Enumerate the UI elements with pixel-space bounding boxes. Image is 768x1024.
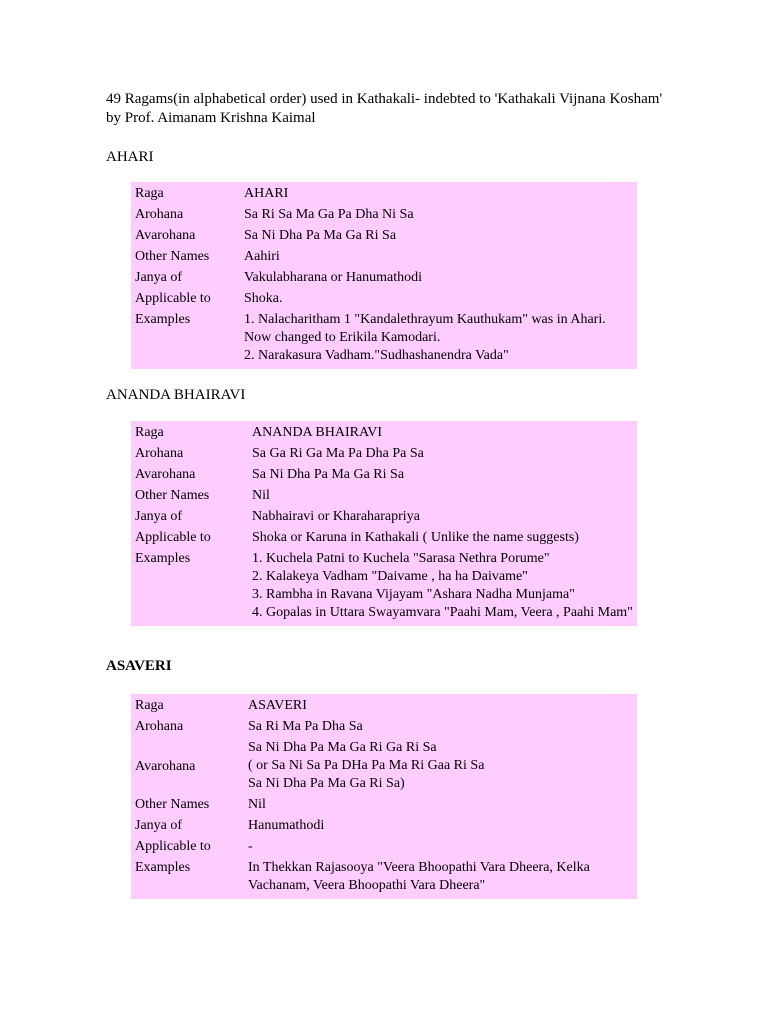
label-janya-of: Janya of [135, 818, 183, 833]
row-other-names [135, 795, 633, 816]
label-other-names: Other Names [135, 249, 210, 264]
label-examples: Examples [135, 551, 191, 566]
row-raga [135, 184, 633, 205]
ragam-table-asaveri [131, 694, 637, 899]
row-examples [135, 549, 633, 624]
value-other-names: Nil [252, 488, 270, 503]
value-raga: AHARI [244, 186, 289, 201]
row-raga [135, 423, 633, 444]
value-raga: ASAVERI [248, 698, 307, 713]
row-raga [135, 696, 633, 717]
example-item: 4. Gopalas in Uttara Swayamvara "Paahi Mam, Veera , Paahi Mam" [252, 605, 633, 620]
row-arohana [135, 717, 633, 738]
label-applicable-to: Applicable to [135, 530, 211, 545]
label-examples: Examples [135, 312, 191, 327]
value-janya-of: Hanumathodi [248, 818, 325, 833]
row-janya-of [135, 507, 633, 528]
example-item: 2. Narakasura Vadham."Sudhashanendra Vada" [244, 348, 509, 363]
value-arohana: Sa Ri Ma Pa Dha Sa [248, 719, 363, 734]
row-avarohana [135, 738, 633, 795]
label-avarohana: Avarohana [135, 467, 196, 482]
value-avarohana: Sa Ni Dha Pa Ma Ga Ri Sa [244, 228, 397, 243]
value-examples [252, 549, 633, 624]
example-item: 3. Rambha in Ravana Vijayam "Ashara Nadha Munjama" [252, 587, 575, 602]
ragam-table-ahari [131, 182, 637, 369]
avarohana-line: Sa Ni Dha Pa Ma Ga Ri Sa) [248, 776, 405, 791]
value-applicable-to: Shoka or Karuna in Kathakali ( Unlike the name suggests) [252, 530, 579, 545]
example-item: In Thekkan Rajasooya "Veera Bhoopathi Vara Dheera, Kelka Vachanam, Veera Bhoopathi Vara Dheera" [248, 860, 590, 893]
ragam-table-ananda-bhairavi [131, 421, 637, 626]
value-other-names: Aahiri [244, 249, 280, 264]
row-applicable-to [135, 289, 633, 310]
value-raga: ANANDA BHAIRAVI [252, 425, 383, 440]
value-arohana: Sa Ri Sa Ma Ga Pa Dha Ni Sa [244, 207, 414, 222]
avarohana-line: ( or Sa Ni Sa Pa DHa Pa Ma Ri Gaa Ri Sa [248, 758, 485, 773]
label-applicable-to: Applicable to [135, 291, 211, 306]
row-arohana [135, 205, 633, 226]
avarohana-line: Sa Ni Dha Pa Ma Ga Ri Ga Ri Sa [248, 740, 437, 755]
label-other-names: Other Names [135, 797, 210, 812]
ragam-heading-ahari: AHARI [106, 149, 154, 165]
row-arohana [135, 444, 633, 465]
example-item: 2. Kalakeya Vadham "Daivame , ha ha Daivame" [252, 569, 528, 584]
row-applicable-to [135, 837, 633, 858]
row-examples [135, 858, 633, 897]
row-janya-of [135, 816, 633, 837]
label-raga: Raga [135, 698, 164, 713]
label-other-names: Other Names [135, 488, 210, 503]
label-arohana: Arohana [135, 207, 184, 222]
label-janya-of: Janya of [135, 509, 183, 524]
value-avarohana [248, 738, 633, 795]
value-arohana: Sa Ga Ri Ga Ma Pa Dha Pa Sa [252, 446, 424, 461]
value-other-names: Nil [248, 797, 266, 812]
document-intro: 49 Ragams(in alphabetical order) used in Kathakali- indebted to 'Kathakali Vijnana Kosham' by Prof. Aimanam Krishna Kaimal [106, 91, 663, 126]
row-janya-of [135, 268, 633, 289]
label-janya-of: Janya of [135, 270, 183, 285]
row-avarohana [135, 226, 633, 247]
label-avarohana: Avarohana [135, 228, 196, 243]
label-applicable-to: Applicable to [135, 839, 211, 854]
label-raga: Raga [135, 186, 164, 201]
value-applicable-to: Shoka. [244, 291, 283, 306]
label-raga: Raga [135, 425, 164, 440]
value-avarohana: Sa Ni Dha Pa Ma Ga Ri Sa [252, 467, 405, 482]
example-item: 1. Kuchela Patni to Kuchela "Sarasa Nethra Porume" [252, 551, 550, 566]
value-applicable-to: - [248, 839, 253, 854]
row-other-names [135, 486, 633, 507]
value-examples [244, 310, 633, 367]
row-examples [135, 310, 633, 367]
label-arohana: Arohana [135, 446, 184, 461]
row-other-names [135, 247, 633, 268]
value-janya-of: Nabhairavi or Kharaharapriya [252, 509, 420, 524]
value-janya-of: Vakulabharana or Hanumathodi [244, 270, 423, 285]
ragam-heading-asaveri: ASAVERI [106, 658, 172, 674]
label-arohana: Arohana [135, 719, 184, 734]
row-applicable-to [135, 528, 633, 549]
label-examples: Examples [135, 860, 191, 875]
example-item: 1. Nalacharitham 1 "Kandalethrayum Kauthukam" was in Ahari. Now changed to Erikila Kamodari. [244, 312, 606, 345]
value-examples [248, 858, 633, 897]
row-avarohana [135, 465, 633, 486]
label-avarohana: Avarohana [135, 759, 196, 774]
ragam-heading-ananda-bhairavi: ANANDA BHAIRAVI [106, 387, 246, 403]
